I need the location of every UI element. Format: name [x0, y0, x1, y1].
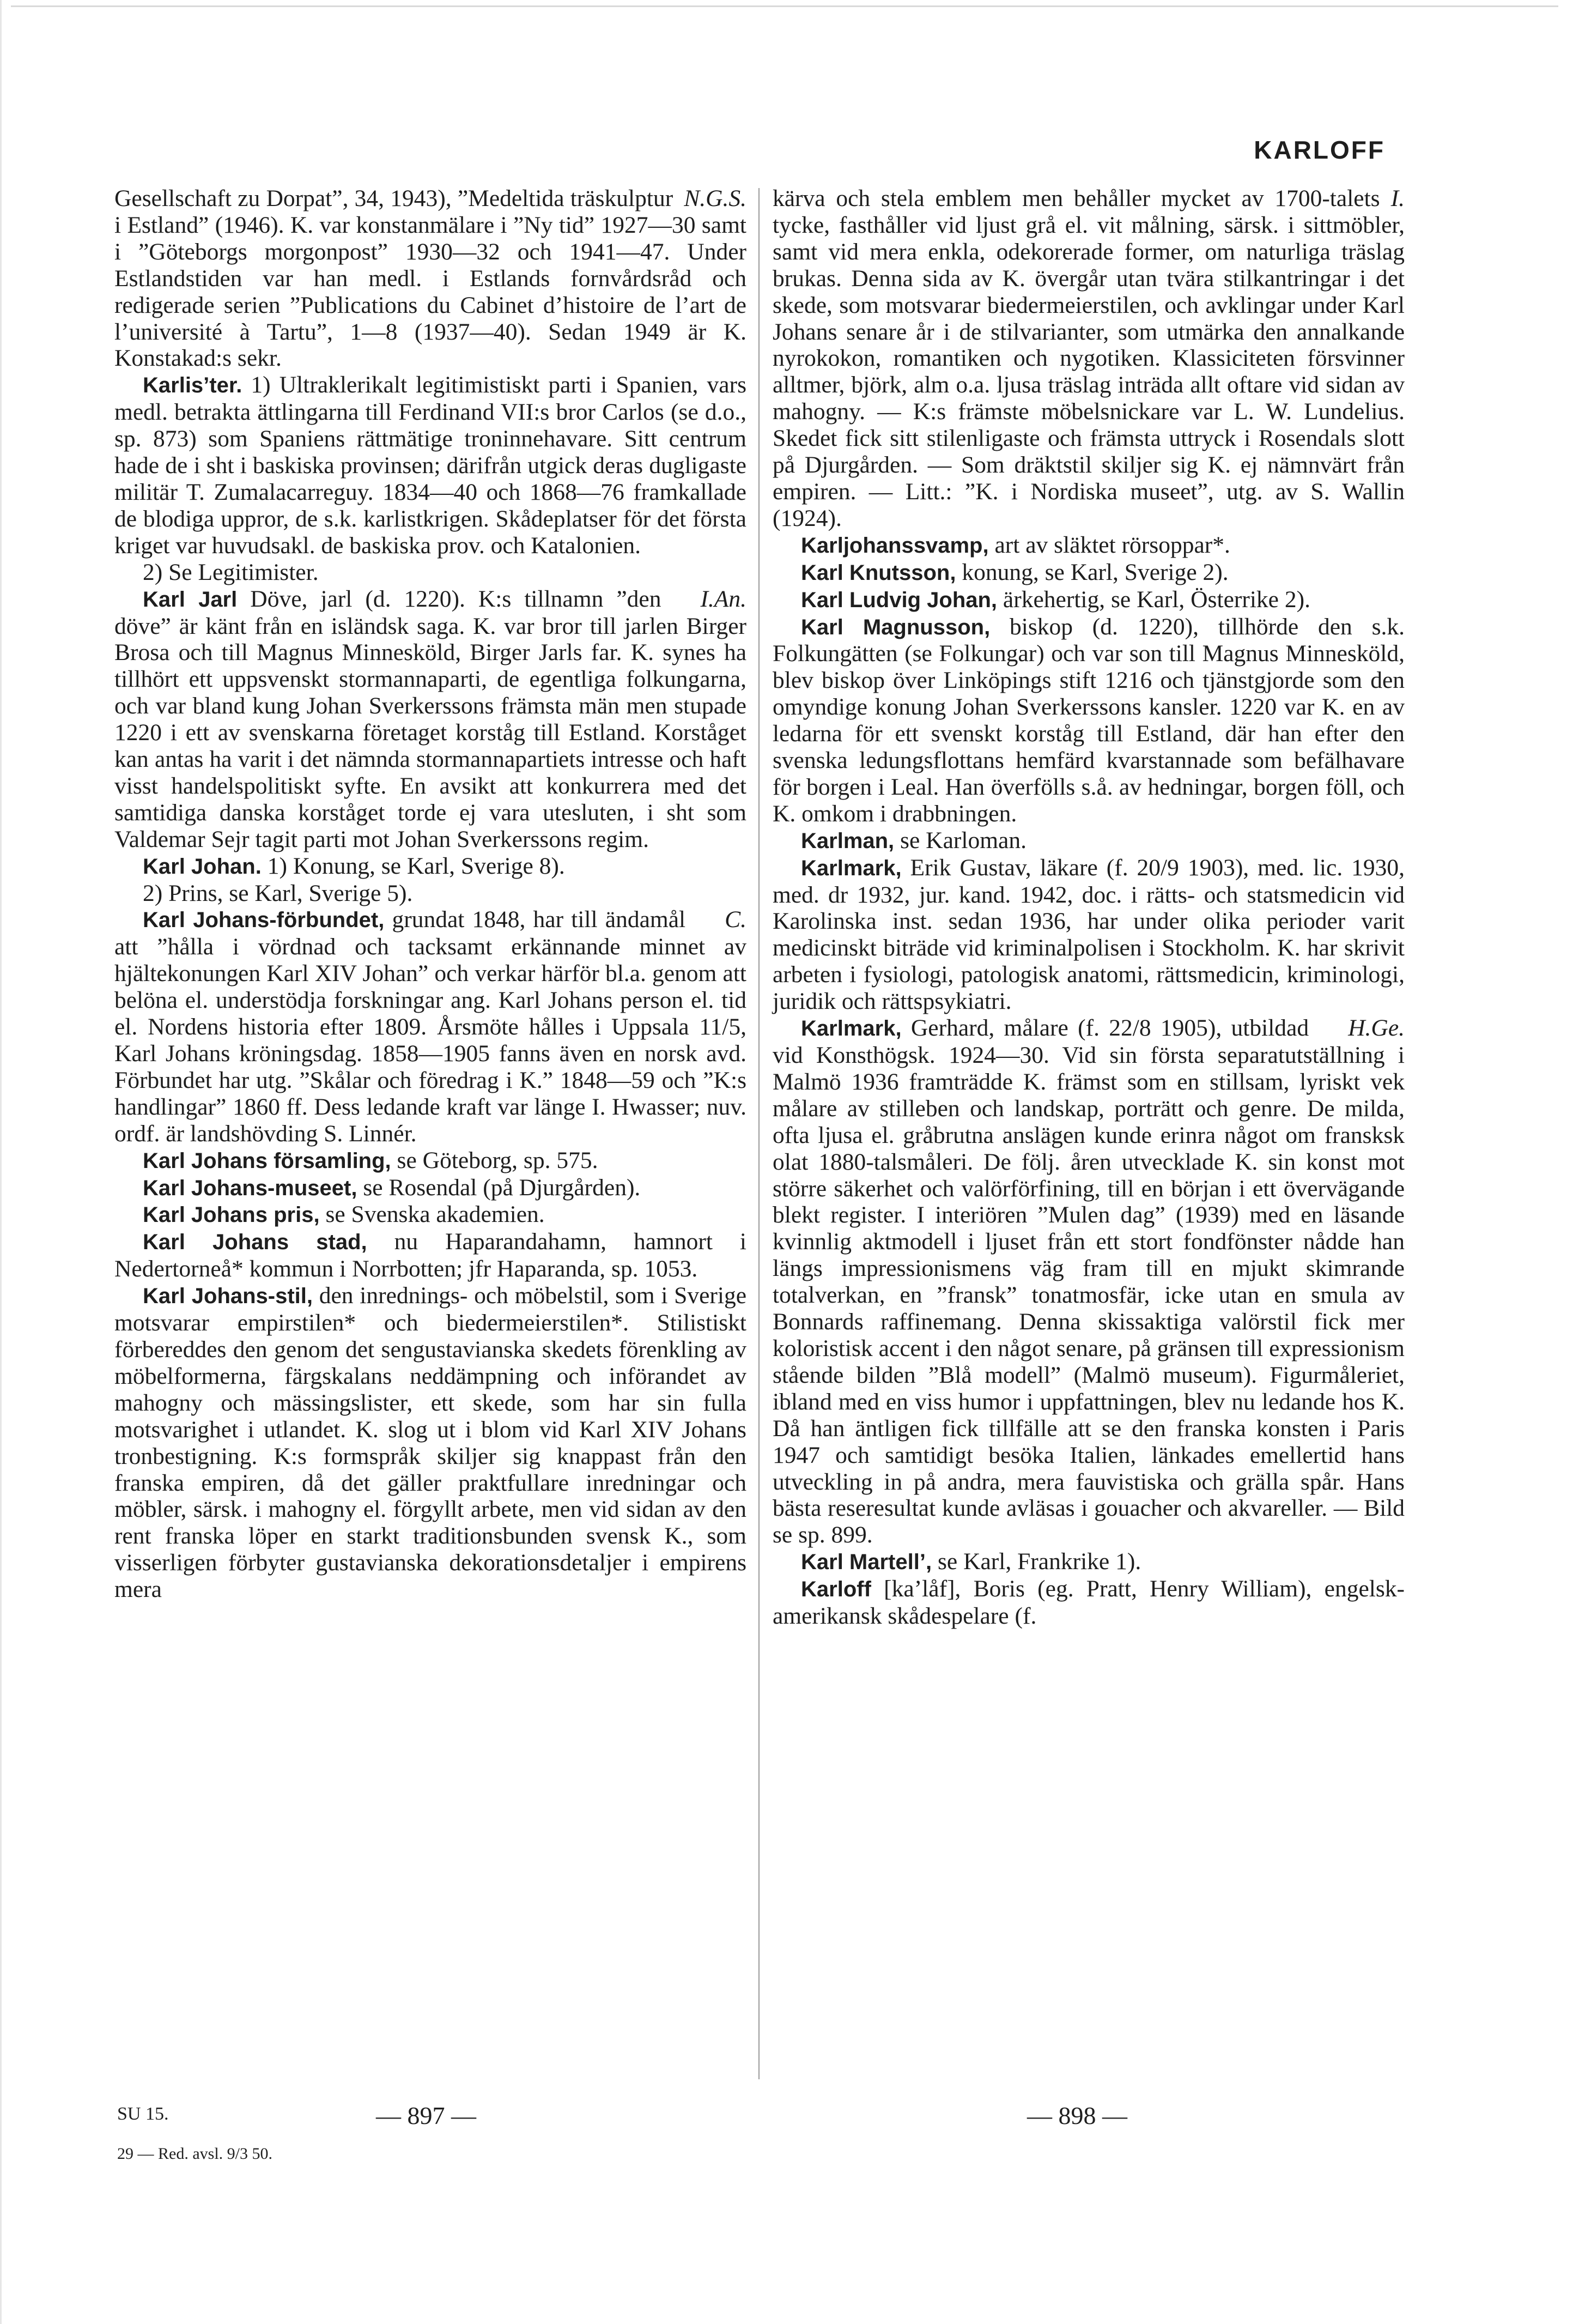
dictionary-entry	[773, 532, 1405, 559]
dictionary-entry	[773, 1548, 1405, 1576]
entry-text: Erik Gustav, läkare (f. 20/9 1903), med. lic. 1930, med. dr 1932, jur. kand. 1942, doc. i rätts- och statsmedicin vid Karolinska inst. sedan 1936, har under olika perioder varit medicinskt biträde vid kriminalpolisen i Stockholm. K. har skrivit arbeten i fysiologi, patologisk anatomi, rättsmedicin, kriminologi, juridik och rättspsykiatri.	[773, 854, 1405, 1015]
entry-text: 1) Konung, se Karl, Sverige 8).	[267, 852, 565, 879]
author-signature: I.	[1390, 185, 1405, 211]
entry-headword: Karl Johans-stil,	[143, 1284, 313, 1309]
author-signature: H.Ge.	[1348, 1015, 1405, 1042]
entry-text: 2) Prins, se Karl, Sverige 5).	[143, 880, 413, 906]
entry-text: se Karloman.	[900, 827, 1027, 854]
dictionary-entry	[114, 559, 746, 586]
dictionary-entry	[773, 855, 1405, 1015]
entry-text: 2) Se Legitimister.	[143, 559, 319, 585]
entry-headword: Karl Ludvig Johan,	[801, 588, 998, 612]
dictionary-entry	[114, 1228, 746, 1282]
entry-text: Gerhard, målare (f. 22/8 1905), utbildad vid Konsthögsk. 1924—30. Vid sin första separatutställning i Malmö 1936 framträdde K. främst som en stillsam, lyriskt vek målare av stilleben och landskap, porträtt och genre. De milda, ofta ljusa el. gråbrutna anslägen kunde erinra något om fransksk olat 1880-talsmåleri. De följ. åren utvecklade K. sin konst mot större säkerhet och valörförfining, till en början i ett övervägande blekt register. I interiören ”Mulen dag” (1939) med en läsande kvinnlig aktmodell i ljuset från ett stort fondfönster nådde han längs impressionismens väg fram till en mjukt skimrande totalverkan, en ”fransk” tonatmosfär, icke utan en smula av Bonnards raffinemang. Denna skissaktiga valörstil fick mer koloristisk accent i den något senare, på gränsen till expressionism stående bilden ”Blå modell” (Malmö museum). Figurmåleriet, ibland med en viss humor i uppfattningen, blev nu ledande hos K. Då han äntligen fick tillfälle att se den franska konsten i Paris 1947 och samtidigt besöka Italien, länkades emellertid hans utveckling in på andra, mera fauvistiska och grälla spår. Hans bästa reseresultat kunde avläsas i gouacher och akvareller. — Bild se sp. 899.	[773, 1015, 1405, 1548]
entry-text: ärkehertig, se Karl, Österrike 2).	[1003, 586, 1310, 613]
dictionary-entry	[773, 586, 1405, 614]
entry-headword: Karlman,	[801, 828, 895, 853]
entry-headword: Karl Johan.	[143, 854, 262, 879]
author-signature: I.An.	[700, 585, 746, 612]
entry-headword: Karl Johans stad,	[143, 1230, 367, 1255]
entry-headword: Karloff	[801, 1577, 871, 1602]
dictionary-entry	[773, 559, 1405, 586]
entry-text: se Karl, Frankrike 1).	[937, 1548, 1141, 1575]
dictionary-entry	[773, 827, 1405, 855]
entry-text: Döve, jarl (d. 1220). K:s tillnamn ”den döve” är känt från en isländsk saga. K. var bror till jarlen Birger Brosa och till Magnus Minnesköld, Birger Jarls far. K. synes ha tillhört ett uppsvenskt stormannaparti, de egentliga folkungarna, och var bland kung Johan Sverkerssons främsta män men stupade 1220 i ett av svenskarna företaget korståg till Estland. Korståget kan antas ha varit i det nämnda stormannapartiets intresse och haft visst handelspolitiskt syfte. En avsikt att konkurrera med det samtidiga danska korståget torde ej vara utesluten, i sht som Valdemar Sejr tagit parti mot Johan Sverkerssons regim.	[114, 585, 746, 852]
entry-headword: Karl Johans församling,	[143, 1148, 391, 1173]
dictionary-entry	[114, 586, 746, 853]
right-column	[773, 185, 1405, 1630]
entry-text: se Rosendal (på Djurgården).	[363, 1174, 641, 1201]
dictionary-entry	[773, 185, 1405, 532]
entry-headword: Karl Magnusson,	[801, 615, 991, 639]
signature-mark: SU 15.	[117, 2104, 169, 2124]
entry-text: [ka’låf], Boris (eg. Pratt, Henry William), engelsk-amerikansk skådespelare (f.	[773, 1576, 1405, 1630]
top-rule	[11, 5, 1558, 7]
entry-headword: Karl Knutsson,	[801, 560, 956, 585]
entry-text: 1) Ultraklerikalt legitimistiskt parti i Spanien, vars medl. betrakta ättlingarna till Ferdinand VII:s bror Carlos (se d.o., sp. 873) som Spaniens rättmätige troninnehavare. Sitt centrum hade de i sht i baskiska provinsen; därifrån utgick deras dugligaste militär T. Zumalacarreguy. 1834—40 och 1868—76 framkallade de blodiga uppror, de s.k. karlistkrigen. Skådeplatser för det första kriget var huvudsakl. de baskiska prov. och Katalonien.	[114, 372, 746, 559]
entry-text: art av släktet rörsoppar*.	[994, 531, 1230, 558]
entry-text: den inrednings- och möbelstil, som i Sverige motsvarar empirstilen* och biedermeierstilen*. Stilistiskt förbereddes den genom det sengustavianska skedets förenkling av möbelformerna, färgskalans neddämpning och införandet av mahogny och mässingslister, ett skede, som har sin fulla motsvarighet i utlandet. K. slog ut i blom vid Karl XIV Johans tronbestigning. K:s formspråk skiljer sig knappast från den franska empiren, då det gäller praktfullare inredningar och möbler, särsk. i mahogny el. förgyllt arbete, men vid sidan av den rent franska löper en starkt traditionsbunden svensk K., som visserligen förbyter gustavianska dekorationsdetaljer i empirens mera	[114, 1282, 747, 1603]
dictionary-entry	[114, 880, 746, 907]
column-divider	[758, 188, 760, 2079]
dictionary-entry	[114, 1175, 746, 1202]
running-head: KARLOFF	[1254, 136, 1385, 164]
entry-text: Gesellschaft zu Dorpat”, 34, 1943), ”Medeltida träskulptur i Estland” (1946). K. var konstanmälare i ”Ny tid” 1927—30 samt i ”Göteborgs morgonpost” 1930—32 och 1941—47. Under Estlandstiden var han medl. i Estlands fornvårdsråd och redigerade serien ”Publications du Cabinet d’histoire de l’art de l’université à Tartu”, 1—8 (1937—40). Sedan 1949 är K. Konstakad:s sekr.	[114, 185, 746, 372]
dictionary-entry	[114, 1282, 746, 1603]
entry-text: se Svenska akademien.	[325, 1201, 545, 1228]
entry-headword: Karl Jarl	[143, 587, 238, 612]
dictionary-entry	[114, 1201, 746, 1228]
entry-text: konung, se Karl, Sverige 2).	[962, 559, 1229, 585]
entry-text: grundat 1848, har till ändamål att ”hålla i vördnad och tacksamt erkännande minnet av hjältekonungen Karl XIV Johan” och verkar härför bl.a. genom att belöna el. understödja forskningar ang. Karl Johans person el. tid el. Nordens historia efter 1809. Årsmöte hålles i Uppsala 11/5, Karl Johans kröningsdag. 1858—1905 fanns även en norsk avd. Förbundet har utg. ”Skålar och föredrag i K.” 1848—59 och ”K:s handlingar” 1860 ff. Dess ledande kraft var länge I. Hwasser; nuv. ordf. är landshövding S. Linnér.	[114, 906, 746, 1147]
dictionary-entry	[773, 1576, 1405, 1630]
dictionary-entry	[773, 1015, 1405, 1548]
entry-headword: Karl Martell’,	[801, 1550, 932, 1575]
dictionary-entry	[114, 1147, 746, 1175]
entry-headword: Karl Johans-förbundet,	[143, 908, 385, 933]
entry-headword: Karl Johans pris,	[143, 1203, 320, 1227]
entry-headword: Karljohanssvamp,	[801, 533, 989, 558]
author-signature: C.	[725, 906, 746, 933]
dictionary-entry	[773, 614, 1405, 827]
entry-headword: Karlmark,	[801, 1016, 902, 1041]
dictionary-entry	[114, 853, 746, 880]
page-number-right: — 898 —	[1027, 2102, 1127, 2129]
entry-text: se Göteborg, sp. 575.	[397, 1147, 598, 1173]
entry-text: biskop (d. 1220), tillhörde den s.k. Folkungätten (se Folkungar) och var son till Magnus Minnesköld, blev biskop över Linköpings stift 1216 och tjänstgjorde som den omyndige konung Johan Sverkerssons kansler. 1220 var K. en av ledarna för ett svenskt korståg till Estland, där han efter den svenska ledungsflottans hemfärd kvarstannade som befälhavare för borgen i Leal. Han överfölls s.å. av hedningar, borgen föll, och K. omkom i drabbningen.	[773, 613, 1405, 827]
entry-text: kärva och stela emblem men behåller mycket av 1700-talets tycke, fasthåller vid ljust grå el. vit målning, särsk. i sittmöbler, samt vid mera enkla, odekorerade former, om naturliga träslag brukas. Denna sida av K. övergår utan tvära stilkantringar i det skede, som motsvarar biedermeierstilen, och avklingar under Karl Johans senare år i de stilvarianter, som utmärka den annalkande nyrokokon, romantiken och nygotiken. Klassiciteten försvinner alltmer, björk, alm o.a. ljusa träslag inträda allt oftare vid sidan av mahogny. — K:s främste möbelsnickare var L. W. Lundelius. Skedet fick sitt stilenligaste och främsta uttryck i Rosendals slott på Djurgården. — Som dräktstil skiljer sig K. ej nämnvärt från empiren. — Litt.: ”K. i Nordiska museet”, utg. av S. Wallin (1924).	[773, 185, 1405, 531]
dictionary-entry	[114, 372, 746, 559]
entry-text: nu Haparandahamn, hamnort i Nedertorneå* kommun i Norrbotten; jfr Haparanda, sp. 1053.	[114, 1228, 747, 1282]
entry-headword: Karlis’ter.	[143, 373, 242, 398]
dictionary-entry	[114, 906, 746, 1147]
author-signature: N.G.S.	[684, 185, 746, 211]
entry-headword: Karl Johans-museet,	[143, 1176, 357, 1200]
page-number-left: — 897 —	[376, 2102, 476, 2129]
left-column	[114, 185, 746, 1603]
dictionary-entry	[114, 185, 746, 372]
print-note: 29 — Red. avsl. 9/3 50.	[117, 2145, 272, 2163]
entry-headword: Karlmark,	[801, 856, 902, 880]
